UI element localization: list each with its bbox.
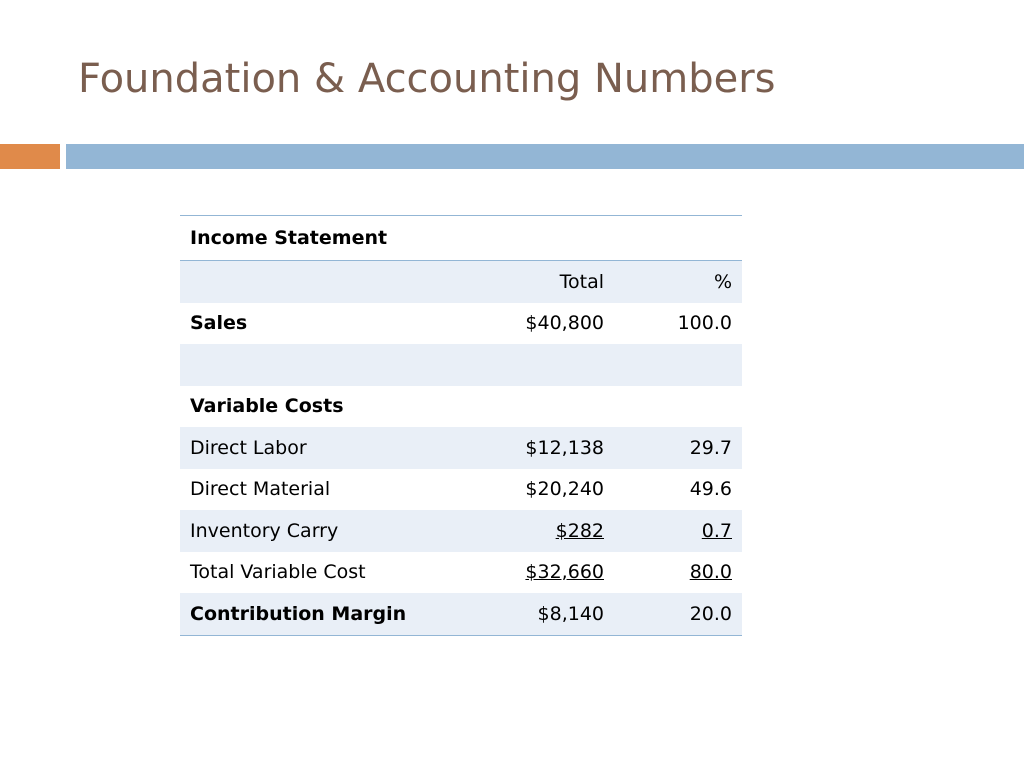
- table-row: [180, 386, 742, 428]
- header-total: Total: [559, 270, 604, 293]
- row-percent: 0.7: [701, 519, 732, 542]
- row-percent: 20.0: [689, 602, 732, 625]
- row-total: $32,660: [525, 561, 604, 584]
- row-total: $12,138: [525, 436, 604, 459]
- row-percent: 29.7: [689, 436, 732, 459]
- row-label: Variable Costs: [190, 395, 344, 418]
- row-label: Inventory Carry: [190, 519, 339, 542]
- row-label: Contribution Margin: [190, 602, 407, 625]
- row-label: Total Variable Cost: [190, 561, 366, 584]
- accent-bar: [0, 144, 60, 169]
- table-caption-row: [180, 216, 742, 261]
- row-total: $20,240: [525, 478, 604, 501]
- row-total: $8,140: [537, 602, 604, 625]
- row-percent: 49.6: [689, 478, 732, 501]
- income-statement-table: [180, 215, 742, 636]
- table-caption: Income Statement: [190, 227, 388, 249]
- table-row: [180, 303, 742, 345]
- table-row: [180, 427, 742, 469]
- row-total: $40,800: [525, 312, 604, 335]
- header-percent: %: [713, 270, 732, 293]
- table-row: [180, 344, 742, 386]
- slide-title: Foundation & Accounting Numbers: [78, 56, 776, 102]
- table-row: [180, 593, 742, 635]
- row-total: $282: [555, 519, 604, 542]
- row-percent: 80.0: [689, 561, 732, 584]
- row-percent: 100.0: [677, 312, 732, 335]
- table-header-row: [180, 261, 742, 303]
- row-label: Direct Labor: [190, 436, 307, 459]
- title-underline-bar: [66, 144, 1024, 169]
- row-label: Direct Material: [190, 478, 331, 501]
- table-row: [180, 510, 742, 552]
- row-label: Sales: [190, 312, 248, 335]
- table-row: [180, 552, 742, 594]
- table-row: [180, 469, 742, 511]
